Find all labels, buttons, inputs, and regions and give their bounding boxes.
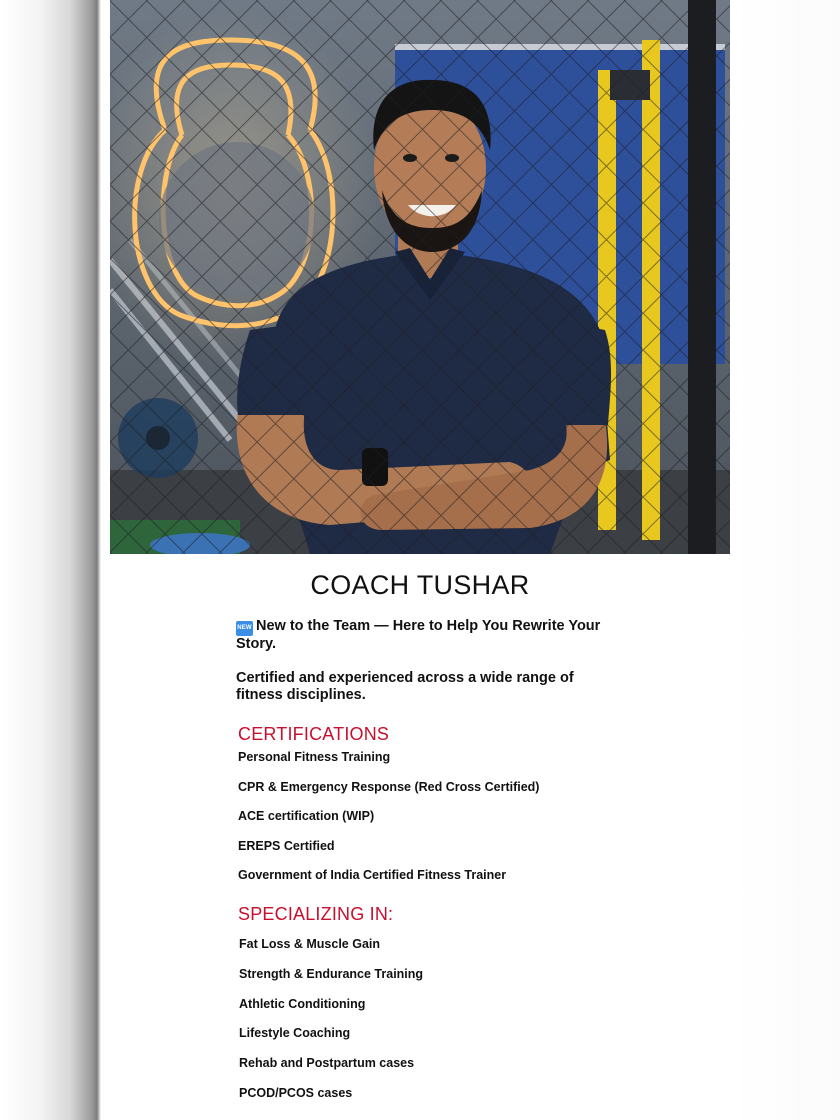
- list-item: PCOD/PCOS cases: [239, 1085, 353, 1100]
- coach-photo: [110, 0, 730, 554]
- certifications-heading: CERTIFICATIONS: [238, 724, 390, 744]
- chain-link-fence: [110, 0, 730, 554]
- list-item: Rehab and Postpartum cases: [239, 1056, 415, 1071]
- certifications-list: [238, 749, 539, 897]
- list-item: ACE certification (WIP): [238, 809, 375, 823]
- intro-message: New to the Team — Here to Help You Rewrite Your Story.: [236, 618, 601, 652]
- list-item: EREPS Certified: [238, 838, 335, 853]
- page-edge-shadow: [0, 0, 102, 1120]
- coach-name: COACH TUSHAR: [310, 570, 530, 600]
- specializations-list: [239, 936, 423, 1115]
- list-item: Strength & Endurance Training: [239, 966, 424, 981]
- list-item: Lifestyle Coaching: [239, 1026, 351, 1041]
- list-item: Fat Loss & Muscle Gain: [239, 937, 381, 951]
- description-text: Certified and experienced across a wide range of fitness disciplines.: [236, 670, 574, 703]
- list-item: Personal Fitness Training: [238, 750, 391, 764]
- list-item: Government of India Certified Fitness Trainer: [238, 868, 507, 882]
- page-right-margin: [730, 0, 840, 1120]
- intro-text: [236, 618, 616, 653]
- list-item: CPR & Emergency Response (Red Cross Certified): [238, 779, 540, 794]
- specializations-heading: SPECIALIZING IN:: [238, 904, 394, 924]
- list-item: Athletic Conditioning: [239, 996, 366, 1011]
- new-badge-icon: NEW: [236, 621, 253, 636]
